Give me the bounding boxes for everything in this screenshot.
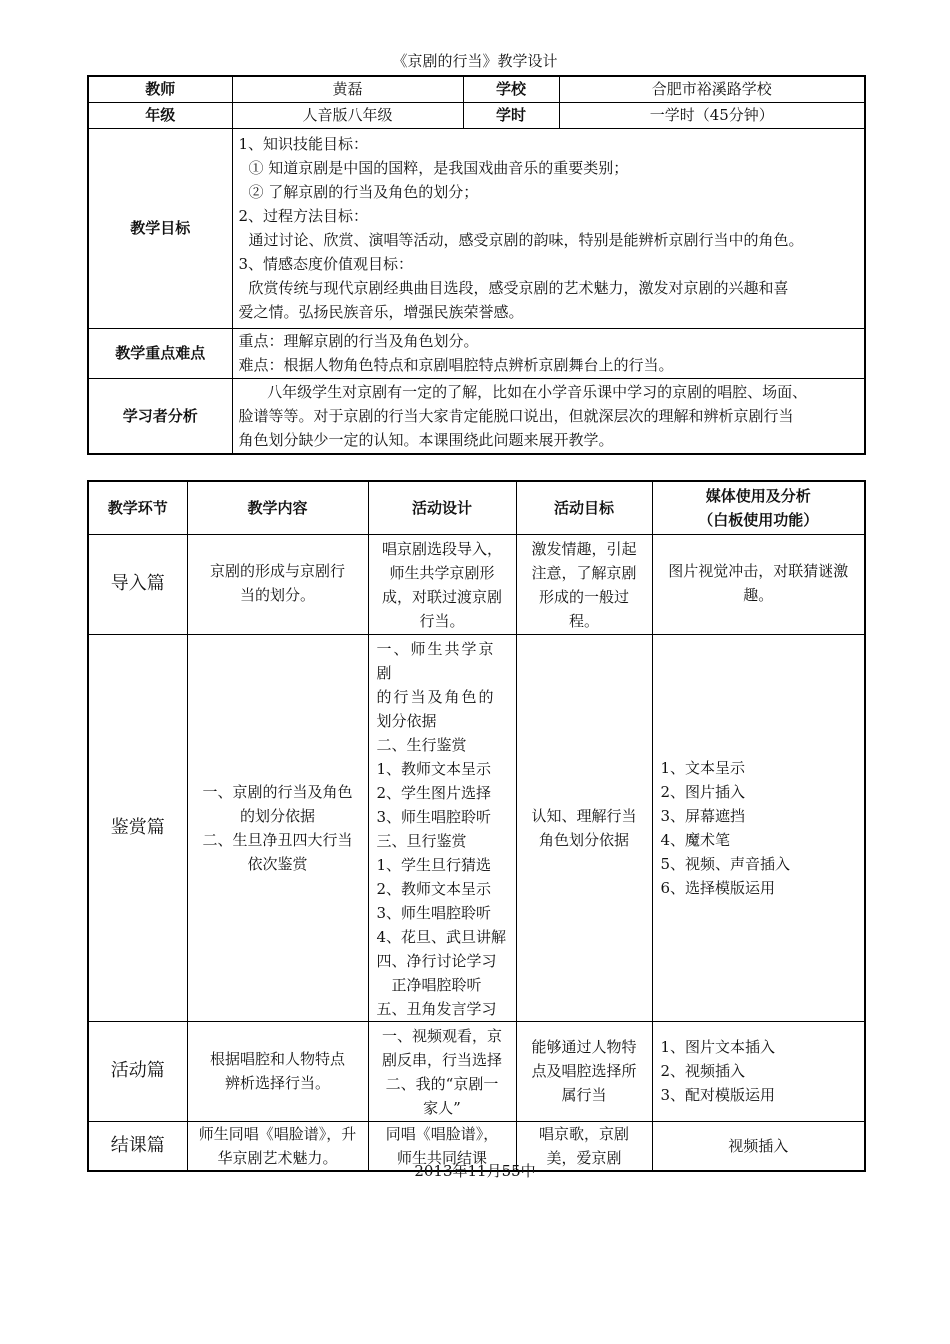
content-cell [187, 534, 368, 634]
media-line: 5、视频、声音插入 [660, 854, 791, 873]
plan-row-intro [88, 534, 865, 634]
goal-line: 美，爱京剧 [546, 1148, 622, 1167]
content-line: 京剧的形成与京剧行 [209, 561, 345, 580]
hours-label: 学时 [463, 102, 559, 128]
activity-line: 一、师生共学京剧 [376, 639, 496, 682]
keypoints-content [232, 328, 865, 378]
goals-line: 2、过程方法目标： [238, 207, 369, 225]
content-line: 师生同唱《唱脸谱》，升 [198, 1124, 357, 1143]
keypoints-line: 难点：根据人物角色特点和京剧唱腔特点辨析京剧舞台上的行当。 [238, 356, 674, 374]
activity-line: 划分依据 [376, 711, 437, 730]
goal-line: 角色划分依据 [538, 830, 629, 849]
content-cell [187, 1021, 368, 1121]
activity-line: 家人” [423, 1098, 461, 1117]
header-activity: 活动设计 [368, 481, 516, 534]
media-line: 图片视觉冲击，对联猜谜激 [668, 561, 849, 580]
goals-line: ② 了解京剧的行当及角色的划分； [248, 183, 479, 201]
stage-cell: 活动篇 [88, 1021, 187, 1121]
goal-line: 激发情趣，引起 [531, 539, 637, 558]
teacher-label: 教师 [88, 76, 232, 102]
keypoints-label: 教学重点难点 [88, 328, 232, 378]
activity-line: 2、教师文本呈示 [376, 879, 492, 898]
content-line: 根据唱腔和人物特点 [209, 1050, 345, 1068]
goal-cell [516, 1021, 652, 1121]
goals-content [232, 128, 865, 328]
media-line: 3、配对模版运用 [660, 1086, 776, 1104]
activity-line: 行当。 [419, 611, 465, 630]
goal-line: 属行当 [561, 1086, 607, 1104]
media-line: 1、文本呈示 [660, 758, 746, 777]
activity-cell [368, 634, 516, 1021]
stage-cell: 结课篇 [88, 1121, 187, 1171]
activity-line: 唱京剧选段导入， [381, 539, 502, 558]
activity-line: 3、师生唱腔聆听 [376, 807, 492, 826]
goals-line: 1、知识技能目标： [238, 135, 369, 153]
activity-line: 同唱《唱脸谱》， [385, 1124, 499, 1143]
footer-date: 2013年11月55中 [414, 1162, 536, 1180]
info-row-grade [88, 102, 865, 128]
plan-header-row [88, 481, 865, 534]
school-value: 合肥市裕溪路学校 [559, 76, 865, 102]
media-line: 趣。 [743, 585, 774, 604]
content-line: 当的划分。 [239, 585, 315, 604]
course-info-table [87, 75, 866, 455]
learners-content [232, 378, 865, 454]
goal-line: 唱京歌，京剧 [538, 1124, 629, 1143]
media-cell [652, 634, 865, 1021]
media-cell [652, 534, 865, 634]
header-media-line: 媒体使用及分析 [705, 486, 811, 505]
goal-line: 注意，了解京剧 [531, 563, 637, 582]
goal-line: 形成的一般过 [538, 587, 629, 606]
teacher-value: 黄磊 [232, 76, 463, 102]
learners-line: 脸谱等等。对于京剧的行当大家肯定能脱口说出，但就深层次的理解和辨析京剧行当 [238, 406, 794, 425]
document-title: 《京剧的行当》教学设计 [392, 52, 558, 70]
goal-line: 点及唱腔选择所 [531, 1062, 637, 1080]
content-line: 依次鉴赏 [247, 854, 308, 873]
teaching-plan-table [87, 480, 866, 1172]
activity-line: 1、教师文本呈示 [376, 759, 492, 778]
goal-line: 程。 [568, 611, 599, 630]
learners-line: 角色划分缺少一定的认知。本课围绕此问题来展开教学。 [238, 430, 614, 449]
media-line: 1、图片文本插入 [660, 1038, 776, 1056]
goal-line: 能够通过人物特 [531, 1038, 637, 1056]
goal-line: 认知、理解行当 [531, 806, 637, 825]
learners-row [88, 378, 865, 454]
keypoints-row [88, 328, 865, 378]
goals-label: 教学目标 [88, 128, 232, 328]
goals-line: ① 知道京剧是中国的国粹，是我国戏曲音乐的重要类别； [248, 159, 629, 177]
header-media-line: （白板使用功能） [698, 510, 819, 529]
media-line: 3、屏幕遮挡 [660, 806, 746, 825]
activity-line: 剧反串，行当选择 [381, 1050, 502, 1069]
media-line: 2、图片插入 [660, 782, 746, 801]
media-cell [652, 1021, 865, 1121]
goal-cell [516, 634, 652, 1021]
media-line: 2、视频插入 [660, 1062, 746, 1080]
header-goal: 活动目标 [516, 481, 652, 534]
activity-cell [368, 534, 516, 634]
goals-line: 欣赏传统与现代京剧经典曲目选段，感受京剧的艺术魅力，激发对京剧的兴趣和喜 [248, 279, 789, 297]
activity-line: 正净唱腔聆听 [391, 975, 482, 994]
hours-value: 一学时（45分钟） [559, 102, 865, 128]
goal-cell [516, 534, 652, 634]
media-line: 6、选择模版运用 [660, 878, 776, 897]
activity-line: 成，对联过渡京剧 [381, 587, 502, 606]
header-stage: 教学环节 [88, 481, 187, 534]
plan-row-appreciation [88, 634, 865, 1021]
content-line: 二、生旦净丑四大行当 [202, 830, 353, 849]
school-label: 学校 [463, 76, 559, 102]
activity-line: 师生共同结课 [396, 1148, 487, 1167]
header-media [652, 481, 865, 534]
activity-line: 四、净行讨论学习 [376, 951, 497, 970]
media-line: 视频插入 [728, 1136, 789, 1155]
activity-line: 2、学生图片选择 [376, 783, 492, 802]
goals-line: 通过讨论、欣赏、演唱等活动，感受京剧的韵味，特别是能辨析京剧行当中的角色。 [248, 231, 804, 249]
info-row-teacher [88, 76, 865, 102]
goals-line: 爱之情。弘扬民族音乐，增强民族荣誉感。 [238, 303, 524, 321]
grade-value: 人音版八年级 [232, 102, 463, 128]
activity-line: 3、师生唱腔聆听 [376, 903, 492, 922]
header-content: 教学内容 [187, 481, 368, 534]
activity-line: 的行当及角色的 [376, 687, 496, 706]
activity-line: 三、旦行鉴赏 [376, 831, 467, 850]
keypoints-line: 重点：理解京剧的行当及角色划分。 [238, 332, 479, 350]
stage-cell: 导入篇 [88, 534, 187, 634]
activity-line: 一、视频观看，京 [381, 1026, 502, 1045]
activity-line: 师生共学京剧形 [389, 563, 495, 582]
goals-row [88, 128, 865, 328]
activity-line: 二、我的“京剧一 [385, 1074, 499, 1093]
activity-cell [368, 1021, 516, 1121]
content-line: 辨析选择行当。 [224, 1074, 330, 1092]
content-cell [187, 634, 368, 1021]
goals-line: 3、情感态度价值观目标： [238, 255, 414, 273]
stage-cell: 鉴赏篇 [88, 634, 187, 1021]
activity-line: 1、学生旦行猜选 [376, 855, 492, 874]
learners-label: 学习者分析 [88, 378, 232, 454]
media-line: 4、魔术笔 [660, 830, 731, 849]
grade-label: 年级 [88, 102, 232, 128]
learners-line: 八年级学生对京剧有一定的了解，比如在小学音乐课中学习的京剧的唱腔、场面、 [238, 382, 808, 401]
activity-line: 二、生行鉴赏 [376, 735, 467, 754]
content-line: 华京剧艺术魅力。 [217, 1148, 338, 1167]
content-line: 一、京剧的行当及角色 [202, 782, 353, 801]
activity-line: 五、丑角发言学习 [376, 999, 497, 1018]
plan-row-activity [88, 1021, 865, 1121]
activity-line: 4、花旦、武旦讲解 [376, 927, 507, 946]
content-line: 的划分依据 [239, 806, 315, 825]
